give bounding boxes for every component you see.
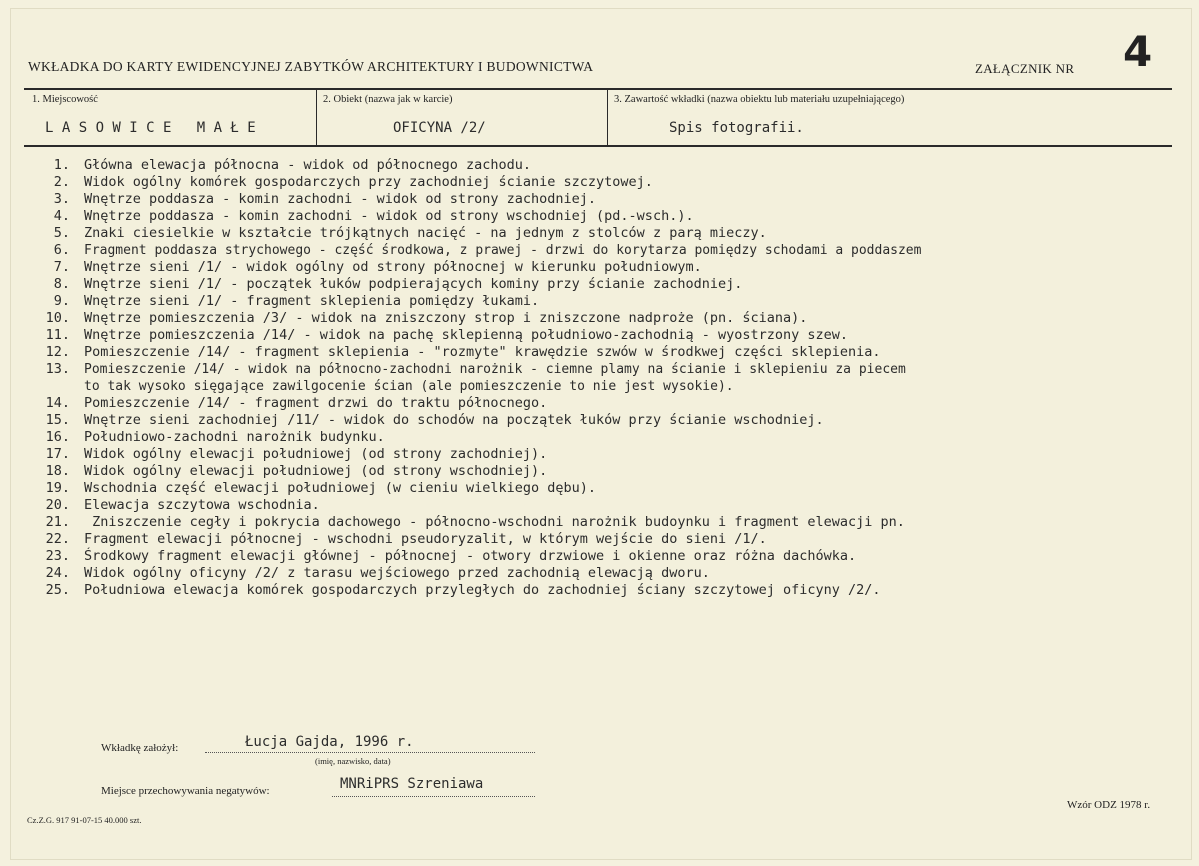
founded-value: Łucja Gajda, 1996 r.: [245, 734, 414, 750]
item-text: Pomieszczenie /14/ - widok na północno-zachodni narożnik - ciemne plamy na ścianie i sklepieniu za piecem to tak wysoko sięgające zawilgocenie ścian (ale pomieszczenie to nie jest wysokie).: [84, 362, 906, 394]
item-number: 20.: [45, 497, 70, 513]
item-number: 1.: [53, 157, 70, 173]
item-text: Główna elewacja północna - widok od północnego zachodu.: [84, 157, 532, 173]
item-number: 10.: [45, 310, 70, 326]
list-item: [34, 463, 1184, 480]
item-text: Południowa elewacja komórek gospodarczych przyległych do zachodniej ściany szczytowej oficyny /2/.: [84, 582, 881, 598]
item-number: 6.: [53, 242, 70, 258]
annex-number: 4: [1123, 27, 1153, 76]
list-item: [34, 531, 1184, 548]
field-divider-2: [607, 88, 608, 146]
founded-dotted-line: [205, 752, 535, 753]
item-number: 12.: [45, 344, 70, 360]
list-item: [34, 497, 1184, 514]
item-text: Środkowy fragment elewacji głównej - północnej - otwory drzwiowe i okienne oraz różna dachówka.: [84, 548, 857, 564]
list-item: [34, 412, 1184, 429]
document-title: WKŁADKA DO KARTY EWIDENCYJNEJ ZABYTKÓW ARCHITEKTURY I BUDOWNICTWA: [28, 59, 594, 74]
item-number: 8.: [53, 276, 70, 292]
list-item: [34, 242, 1184, 259]
item-number: 22.: [45, 531, 70, 547]
item-text: Wnętrze poddasza - komin zachodni - widok od strony zachodniej.: [84, 191, 597, 207]
item-text: Fragment poddasza strychowego - część środkowa, z prawej - drzwi do korytarza pomiędzy schodami a poddaszem: [84, 243, 922, 258]
list-item: [34, 259, 1184, 276]
item-text: Widok ogólny oficyny /2/ z tarasu wejściowego przed zachodnią elewacją dworu.: [84, 565, 710, 581]
item-text: Wnętrze poddasza - komin zachodni - widok od strony wschodniej (pd.-wsch.).: [84, 208, 694, 224]
storage-value: MNRiPRS Szreniawa: [340, 776, 484, 792]
content-value: Spis fotografii.: [669, 120, 804, 136]
item-text: Wnętrze sieni zachodniej /11/ - widok do schodów na początek łuków przy ścianie wschodniej.: [84, 412, 824, 428]
item-text: Zniszczenie cegły i pokrycia dachowego - północno-wschodni narożnik budoynku i fragment elewacji pn.: [84, 514, 905, 530]
item-number: 15.: [45, 412, 70, 428]
item-text: Wnętrze pomieszczenia /3/ - widok na zniszczony strop i zniszczone nadproże (pn. ściana).: [84, 310, 808, 326]
list-item: [34, 446, 1184, 463]
item-number: 21.: [45, 514, 70, 530]
content-label: 3. Zawartość wkładki (nazwa obiektu lub materiału uzupełniającego): [614, 94, 905, 105]
list-item: [34, 548, 1184, 565]
field-divider-1: [316, 88, 317, 146]
list-item: [34, 174, 1184, 191]
list-item: [34, 429, 1184, 446]
item-text: Wnętrze sieni /1/ - fragment sklepienia pomiędzy łukami.: [84, 293, 540, 309]
item-text: Południowo-zachodni narożnik budynku.: [84, 429, 385, 445]
list-item: [34, 327, 1184, 344]
item-text: Widok ogólny elewacji południowej (od strony zachodniej).: [84, 446, 548, 462]
item-text: Wnętrze pomieszczenia /14/ - widok na pachę sklepienną południowo-zachodnią - wyostrzony szew.: [84, 327, 849, 343]
item-number: 17.: [45, 446, 70, 462]
annex-label: ZAŁĄCZNIK NR: [975, 61, 1075, 76]
header-rule-top: [24, 88, 1172, 90]
list-item: [34, 582, 1184, 599]
form-label: Wzór ODZ 1978 r.: [1067, 799, 1151, 811]
founded-hint: (imię, nazwisko, data): [315, 756, 391, 766]
list-item: [34, 293, 1184, 310]
item-number: 9.: [53, 293, 70, 309]
item-text: Pomieszczenie /14/ - fragment sklepienia - "rozmyte" krawędzie szwów w środkwej części sklepienia.: [84, 344, 881, 360]
object-label: 2. Obiekt (nazwa jak w karcie): [323, 94, 453, 105]
list-item: [34, 395, 1184, 412]
item-number: 18.: [45, 463, 70, 479]
place-value: L A S O W I C E M A Ł E: [45, 120, 256, 136]
list-item: [34, 276, 1184, 293]
item-number: 2.: [53, 174, 70, 190]
item-text: Widok ogólny komórek gospodarczych przy zachodniej ścianie szczytowej.: [84, 174, 653, 190]
item-number: 14.: [45, 395, 70, 411]
item-text: Widok ogólny elewacji południowej (od strony wschodniej).: [84, 463, 548, 479]
list-item: [34, 310, 1184, 327]
print-code: Cz.Z.G. 917 91-07-15 40.000 szt.: [27, 815, 142, 825]
item-number: 7.: [53, 259, 70, 275]
list-item: [34, 480, 1184, 497]
item-text: Wnętrze sieni /1/ - początek łuków podpierających kominy przy ścianie zachodniej.: [84, 276, 743, 292]
storage-dotted-line: [332, 796, 535, 797]
list-item: [34, 208, 1184, 225]
list-item: [34, 514, 1184, 531]
item-text: Pomieszczenie /14/ - fragment drzwi do traktu północnego.: [84, 395, 548, 411]
item-text: Wschodnia część elewacji południowej (w cieniu wielkiego dębu).: [84, 480, 597, 496]
item-number: 24.: [45, 565, 70, 581]
list-item: [34, 361, 1184, 395]
item-number: 11.: [45, 327, 70, 343]
storage-label: Miejsce przechowywania negatywów:: [101, 785, 270, 797]
item-number: 3.: [53, 191, 70, 207]
list-item: [34, 344, 1184, 361]
header-rule-bottom: [24, 145, 1172, 147]
object-value: OFICYNA /2/: [393, 120, 486, 136]
item-number: 19.: [45, 480, 70, 496]
item-text: Fragment elewacji północnej - wschodni pseudoryzalit, w którym wejście do sieni /1/.: [84, 531, 767, 547]
list-item: [34, 225, 1184, 242]
item-number: 23.: [45, 548, 70, 564]
item-number: 16.: [45, 429, 70, 445]
item-text: Znaki ciesielkie w kształcie trójkątnych nacięć - na jednym z stolców z parą mieczy.: [84, 225, 767, 241]
photo-list: [34, 157, 1184, 599]
item-number: 13.: [45, 361, 70, 377]
place-label: 1. Miejscowość: [32, 94, 98, 105]
list-item: [34, 191, 1184, 208]
item-number: 25.: [45, 582, 70, 598]
item-number: 5.: [53, 225, 70, 241]
list-item: [34, 565, 1184, 582]
list-item: [34, 157, 1184, 174]
founded-label: Wkładkę założył:: [101, 742, 179, 754]
item-text: Wnętrze sieni /1/ - widok ogólny od strony północnej w kierunku południowym.: [84, 259, 702, 275]
item-number: 4.: [53, 208, 70, 224]
item-text: Elewacja szczytowa wschodnia.: [84, 497, 320, 513]
